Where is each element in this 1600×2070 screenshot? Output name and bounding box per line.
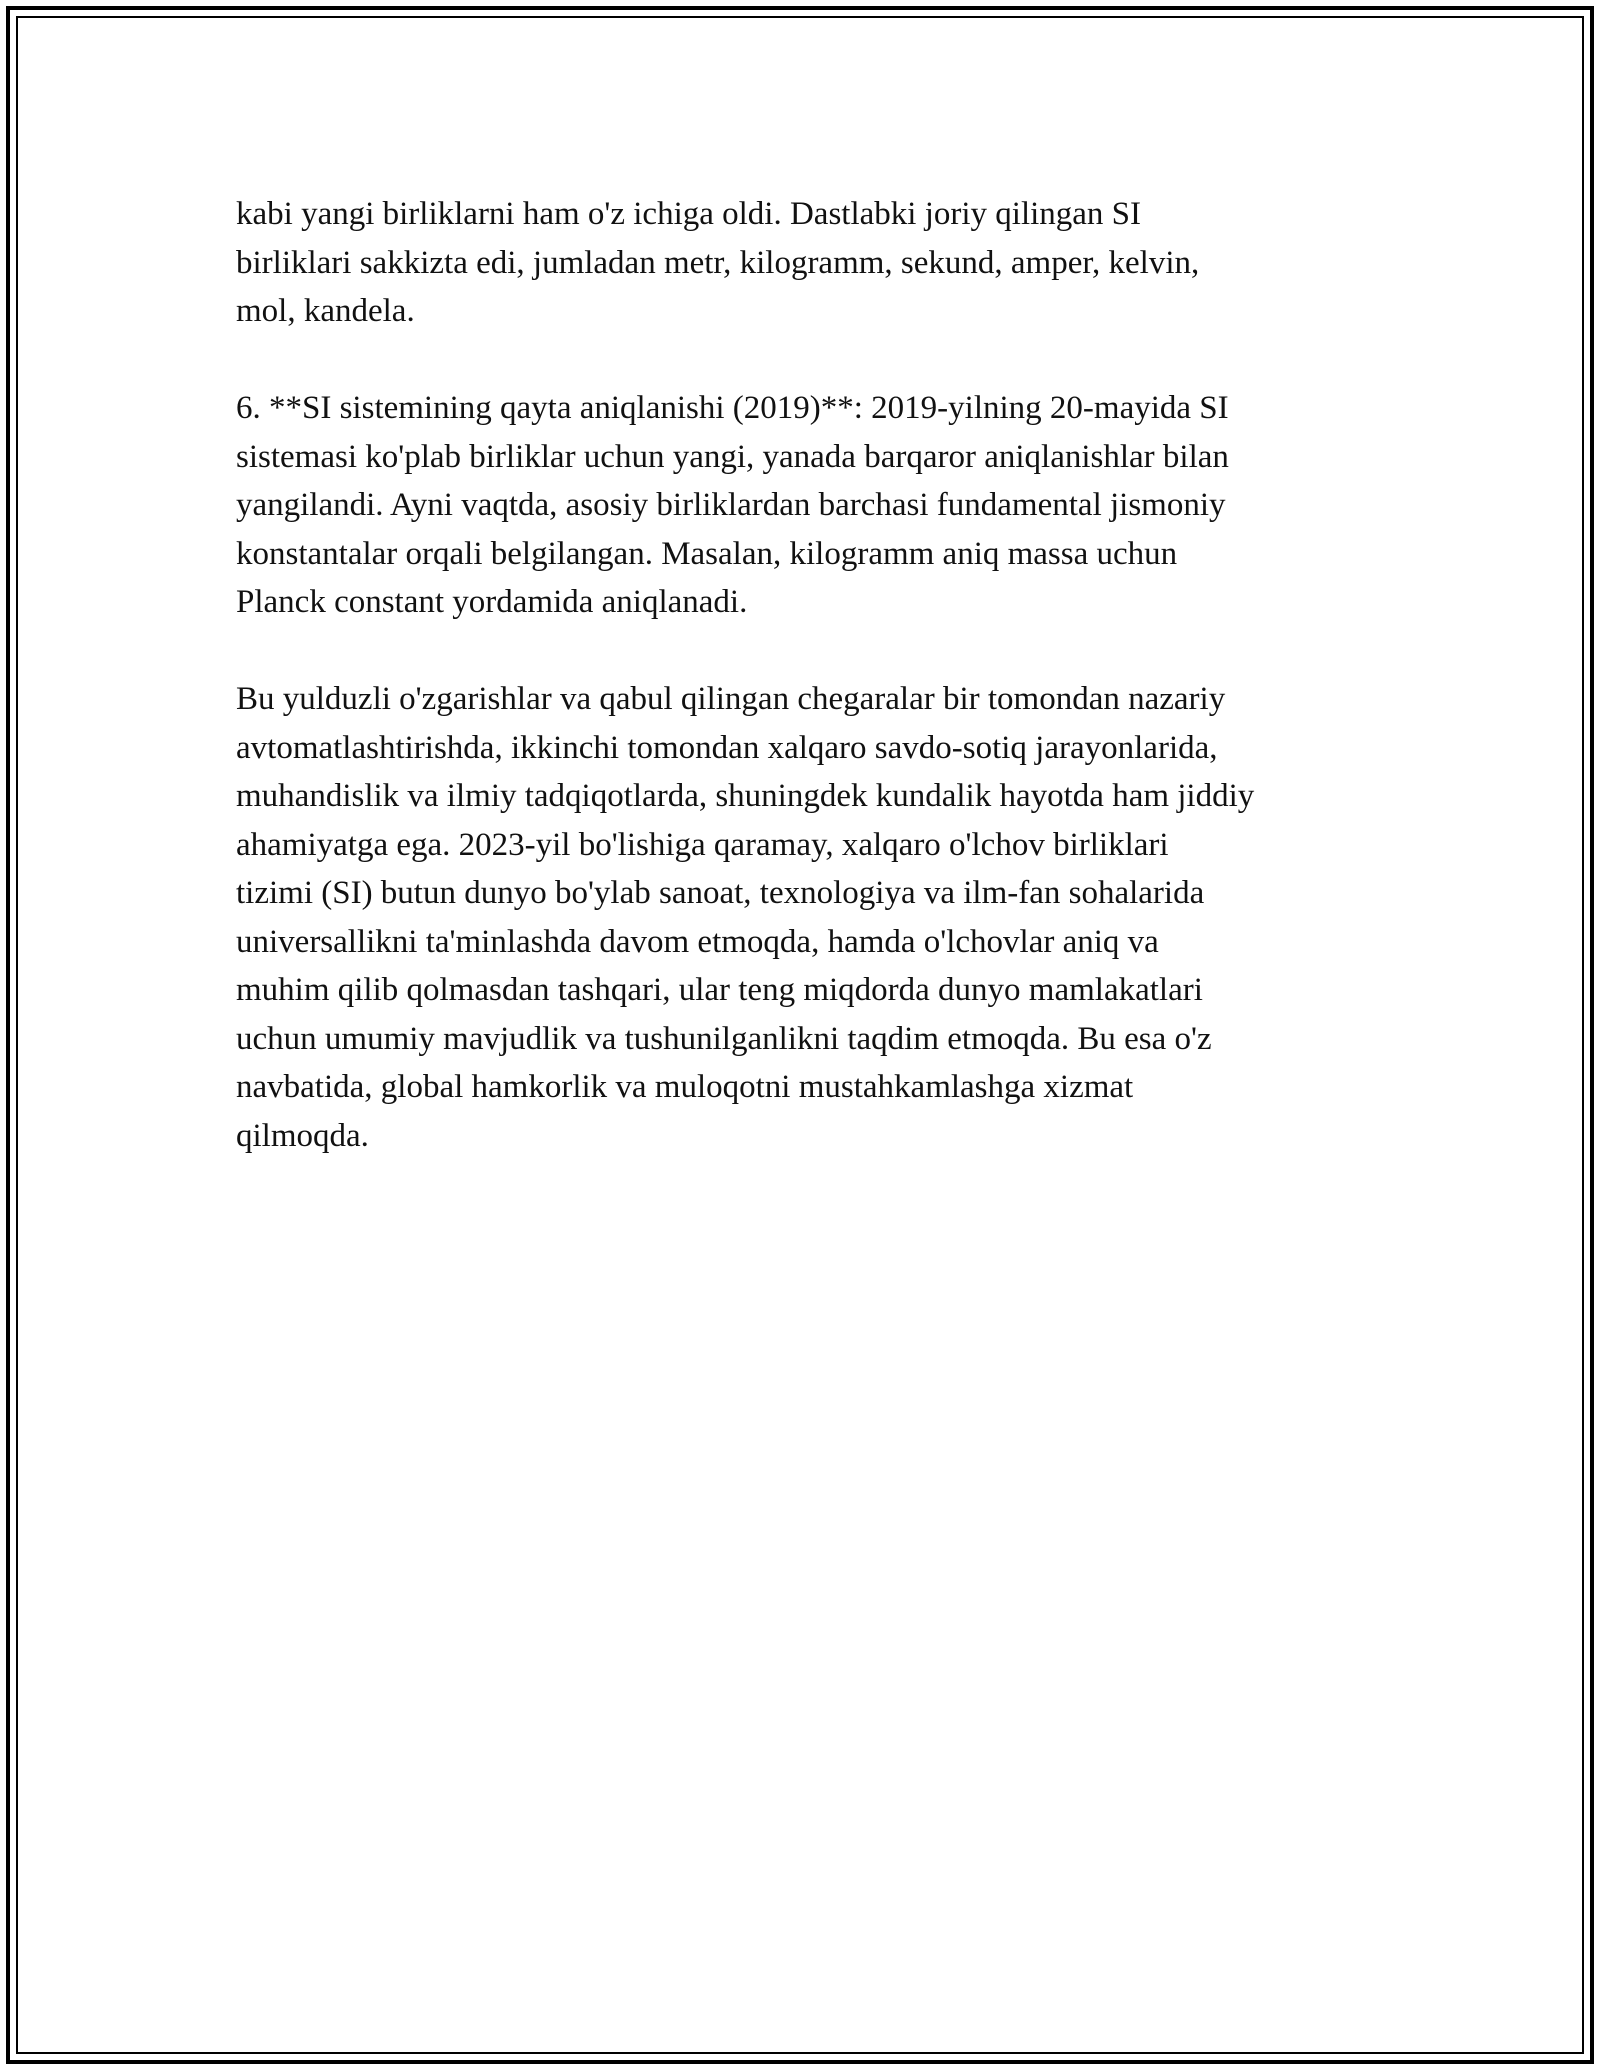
document-body	[236, 190, 1376, 1209]
paragraph-si-significance: Bu yulduzli o'zgarishlar va qabul qilingan chegaralar bir tomondan nazariy avtomatlashtirishda, ikkinchi tomondan xalqaro savdo-sotiq jarayonlarida, muhandislik va ilmiy tadqiqotlarda, shuningdek kundalik hayotda ham jiddiy ahamiyatga ega. 2023-yil bo'lishiga qaramay, xalqaro o'lchov birliklari tizimi (SI) butun dunyo bo'ylab sanoat, texnologiya va ilm-fan sohalarida universallikni ta'minlashda davom etmoqda, hamda o'lchovlar aniq va muhim qilib qolmasdan tashqari, ular teng miqdorda dunyo mamlakatlari uchun umumiy mavjudlik va tushunilganlikni taqdim etmoqda. Bu esa o'z navbatida, global hamkorlik va muloqotni mustahkamlashga xizmat qilmoqda.	[236, 681, 1255, 1154]
paragraph-si-units-intro: kabi yangi birliklarni ham o'z ichiga oldi. Dastlabki joriy qilingan SI birliklari sakkizta edi, jumladan metr, kilogramm, sekund, amper, kelvin, mol, kandela.	[236, 196, 1200, 329]
paragraph-si-redefinition-2019: 6. **SI sistemining qayta aniqlanishi (2019)**: 2019-yilning 20-mayida SI sistemasi ko'plab birliklar uchun yangi, yanada barqaror aniqlanishlar bilan yangilandi. Ayni vaqtda, asosiy birliklardan barchasi fundamental jismoniy konstantalar orqali belgilangan. Masalan, kilogramm aniq massa uchun Planck constant yordamida aniqlanadi.	[236, 390, 1229, 620]
